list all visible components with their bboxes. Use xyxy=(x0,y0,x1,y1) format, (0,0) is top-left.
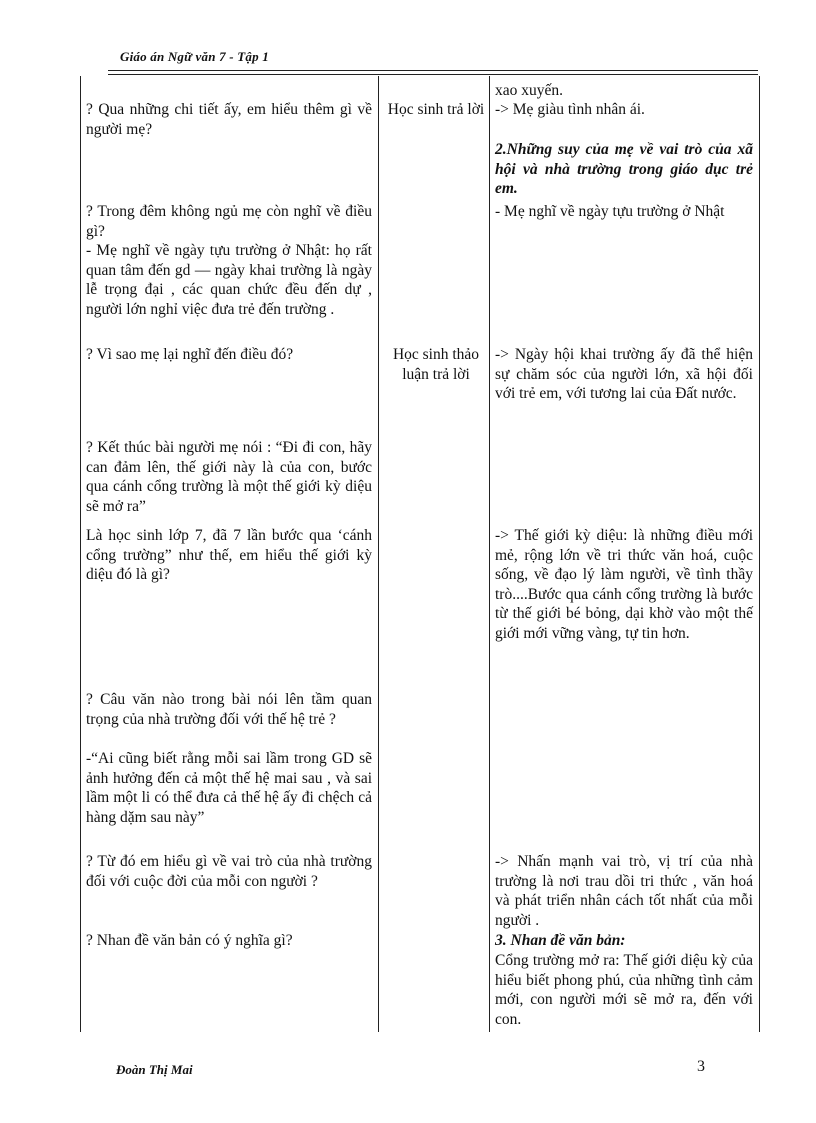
content-line-xao-xuyen: xao xuyến. xyxy=(495,82,564,99)
answer-why-mother: -> Ngày hội khai trường ấy đã thể hiện sự chăm sóc của người lớn, xã hội đối với trẻ em, với tương lai của Đất nước. xyxy=(495,346,753,402)
section-2-note: - Mẹ nghĩ về ngày tựu trường ở Nhật xyxy=(495,203,725,220)
section-2-heading: 2.Những suy của mẹ về vai trò của xã hội và nhà trường trong giáo dục trẻ em. xyxy=(495,141,753,197)
header-rule-top xyxy=(108,70,758,71)
student-activity-answer: Học sinh trả lời xyxy=(387,101,485,118)
table-border-left xyxy=(80,76,81,1032)
question-school-importance: ? Câu văn nào trong bài nói lên tầm quan trọng của nhà trường đối với thế hệ trẻ ? xyxy=(86,691,372,728)
question-why-mother: ? Vì sao mẹ lại nghĩ đến điều đó? xyxy=(86,346,294,363)
question-school-role: ? Từ đó em hiểu gì về vai trò của nhà trường đối với cuộc đời của mỗi con người ? xyxy=(86,853,372,890)
answer-japan-school-day: - Mẹ nghĩ về ngày tựu trường ở Nhật: họ rất quan tâm đến gd — ngày khai trường là ngày lễ trọng đại , các quan chức đều đến dự , người lớn nghỉ việc đưa trẻ đến trường . xyxy=(86,242,372,318)
footer-author: Đoàn Thị Mai xyxy=(116,1062,193,1077)
page-number: 3 xyxy=(697,1058,705,1075)
student-activity-discuss: Học sinh thảo luận trả lời xyxy=(392,346,480,383)
section-3-heading: 3. Nhan đề văn bản: xyxy=(495,932,626,949)
question-mother-details: ? Qua những chi tiết ấy, em hiểu thêm gì về người mẹ? xyxy=(86,101,372,138)
answer-magic-world: -> Thế giới kỳ diệu: là những điều mới mẻ, rộng lớn về tri thức văn hoá, cuộc sống, về đạo lý làm người, về tình thầy trò....Bước qua cánh cổng trường là bước từ thế giới bé bỏng, dại khờ vào một thế giới mới vững vàng, tự tin hơn. xyxy=(495,527,753,642)
content-mother-compassion: -> Mẹ giàu tình nhân ái. xyxy=(495,101,645,118)
question-title-meaning: ? Nhan đề văn bản có ý nghĩa gì? xyxy=(86,932,293,949)
document-header-title: Giáo án Ngữ văn 7 - Tập 1 xyxy=(120,49,269,64)
quote-education-mistake: -“Ai cũng biết rằng mỗi sai lầm trong GD sẽ ảnh hưởng đến cả một thế hệ mai sau , và sai lầm một li có thể đưa cả thế hệ ấy đi chệch cả hàng dặm sau này” xyxy=(86,750,372,826)
question-magic-world: Là học sinh lớp 7, đã 7 lần bước qua ‘cánh cổng trường” như thế, em hiểu thế giới kỳ diệu đó là gì? xyxy=(86,527,372,583)
answer-school-role: -> Nhấn mạnh vai trò, vị trí của nhà trường là nơi trau dồi tri thức , văn hoá và phát triển nhân cách tốt nhất của mỗi người . xyxy=(495,853,753,929)
table-divider-2 xyxy=(489,76,490,1032)
table-border-right xyxy=(759,76,760,1032)
question-mother-final-words: ? Kết thúc bài người mẹ nói : “Đi đi con, hãy can đảm lên, thế giới này là của con, bước qua cánh cổng trường là một thế giới kỳ diệu sẽ mở ra” xyxy=(86,439,372,515)
section-3-text: Cổng trường mở ra: Thế giới diệu kỳ của hiểu biết phong phú, của những tình cảm mới, con người mới sẽ mở ra, đến với con. xyxy=(495,952,753,1028)
question-mother-thinks: ? Trong đêm không ngủ mẹ còn nghĩ về điều gì? xyxy=(86,203,372,240)
header-rule-bottom xyxy=(108,74,758,75)
table-divider-1 xyxy=(378,76,379,1032)
